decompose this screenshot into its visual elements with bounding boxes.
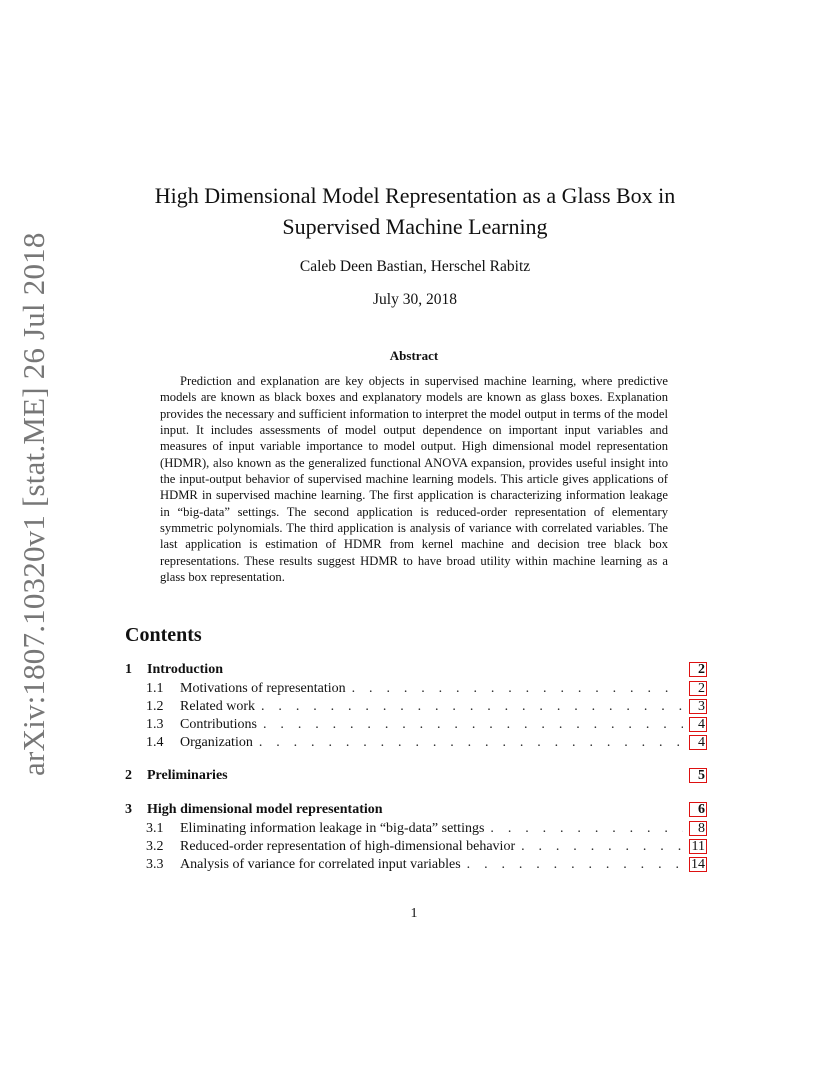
arxiv-identifier-stamp bbox=[10, 232, 60, 776]
toc-entry-reduced-order[interactable] bbox=[125, 839, 707, 858]
arxiv-identifier-text: arXiv:1807.10320v1 [stat.ME] 26 Jul 2018 bbox=[16, 232, 51, 776]
toc-entry-number: 3 bbox=[125, 802, 132, 817]
toc-entry-number: 1.2 bbox=[146, 699, 164, 714]
toc-entry-label: Reduced-order representation of high-dimensional behavior bbox=[180, 839, 516, 854]
toc-entry-label: Eliminating information leakage in “big-data” settings bbox=[180, 821, 485, 836]
toc-page-link[interactable]: 8 bbox=[689, 821, 707, 836]
toc-page-link[interactable]: 5 bbox=[689, 768, 707, 783]
toc-entry-label: Preliminaries bbox=[147, 768, 228, 783]
toc-page-link[interactable]: 4 bbox=[689, 735, 707, 750]
toc-entry-label: Related work bbox=[180, 699, 256, 714]
toc-entry-label: Organization bbox=[180, 735, 253, 750]
toc-entry-number: 1.3 bbox=[146, 717, 164, 732]
toc-entry-number: 2 bbox=[125, 768, 132, 783]
abstract-body: Prediction and explanation are key objects in supervised machine learning, where predictive models are known as black boxes and explanatory models are known as glass boxes. Explanation provides the necessary and sufficient information to interpret the model output in terms of the model input. It includes assessments of model output dependence on important input variables and measures of input variable importance to model output. High dimensional model representation (HDMR), also known as the generalized functional ANOVA expansion, provides useful insight into the input-output behavior of supervised machine learning models. This article gives applications of HDMR in supervised machine learning. The first application is characterizing information leakage in “big-data” settings. The second application is reduced-order representation of elementary symmetric polynomials. The third application is analysis of variance with correlated variables. The last application is estimation of HDMR from kernel machine and decision tree black box representations. These results suggest HDMR to have broad utility within machine learning as a glass box representation. bbox=[160, 374, 668, 585]
toc-page-link[interactable]: 14 bbox=[691, 857, 705, 872]
toc-entry-hdmr[interactable] bbox=[125, 802, 707, 821]
toc-page-link[interactable]: 2 bbox=[689, 662, 707, 677]
toc-entry-number: 3.2 bbox=[146, 839, 164, 854]
toc-entry-motivations[interactable] bbox=[125, 681, 707, 700]
toc-page-link[interactable]: 11 bbox=[689, 839, 707, 854]
paper-title: High Dimensional Model Representation as a Glass Box in Supervised Machine Learning bbox=[154, 183, 676, 239]
toc-dot-leader bbox=[352, 681, 683, 697]
toc-entry-number: 1.1 bbox=[146, 681, 164, 696]
toc-dot-leader bbox=[259, 735, 683, 751]
toc-entry-contributions[interactable] bbox=[125, 717, 707, 736]
toc-entry-label: Analysis of variance for correlated input variables bbox=[180, 857, 461, 872]
toc-entry-label: Introduction bbox=[147, 662, 223, 677]
toc-entry-related-work[interactable] bbox=[125, 699, 707, 718]
toc-entry-introduction[interactable] bbox=[125, 662, 707, 681]
toc-entry-information-leakage[interactable] bbox=[125, 821, 707, 840]
toc-dot-leader bbox=[261, 699, 683, 715]
toc-page-link[interactable]: 3 bbox=[689, 699, 707, 714]
toc-entry-number: 1 bbox=[125, 662, 132, 677]
contents-heading: Contents bbox=[125, 624, 202, 646]
toc-entry-label: High dimensional model representation bbox=[147, 802, 383, 817]
toc-entry-number: 3.3 bbox=[146, 857, 164, 872]
toc-entry-preliminaries[interactable] bbox=[125, 768, 707, 787]
toc-entry-number: 1.4 bbox=[146, 735, 164, 750]
paper-authors: Caleb Deen Bastian, Herschel Rabitz bbox=[299, 258, 531, 275]
toc-page-link[interactable]: 2 bbox=[689, 681, 707, 696]
toc-dot-leader bbox=[467, 857, 683, 873]
toc-entry-anova[interactable] bbox=[125, 857, 707, 876]
toc-dot-leader bbox=[490, 821, 683, 837]
toc-dot-leader bbox=[263, 717, 683, 733]
toc-page-link[interactable]: 6 bbox=[689, 802, 707, 817]
abstract-heading: Abstract bbox=[389, 348, 439, 363]
toc-entry-organization[interactable] bbox=[125, 735, 707, 754]
toc-page-link[interactable]: 4 bbox=[689, 717, 707, 732]
page-number: 1 bbox=[410, 906, 418, 921]
toc-dot-leader bbox=[521, 839, 683, 855]
toc-entry-number: 3.1 bbox=[146, 821, 164, 836]
toc-entry-label: Motivations of representation bbox=[180, 681, 346, 696]
toc-entry-label: Contributions bbox=[180, 717, 258, 732]
paper-date: July 30, 2018 bbox=[373, 291, 457, 308]
